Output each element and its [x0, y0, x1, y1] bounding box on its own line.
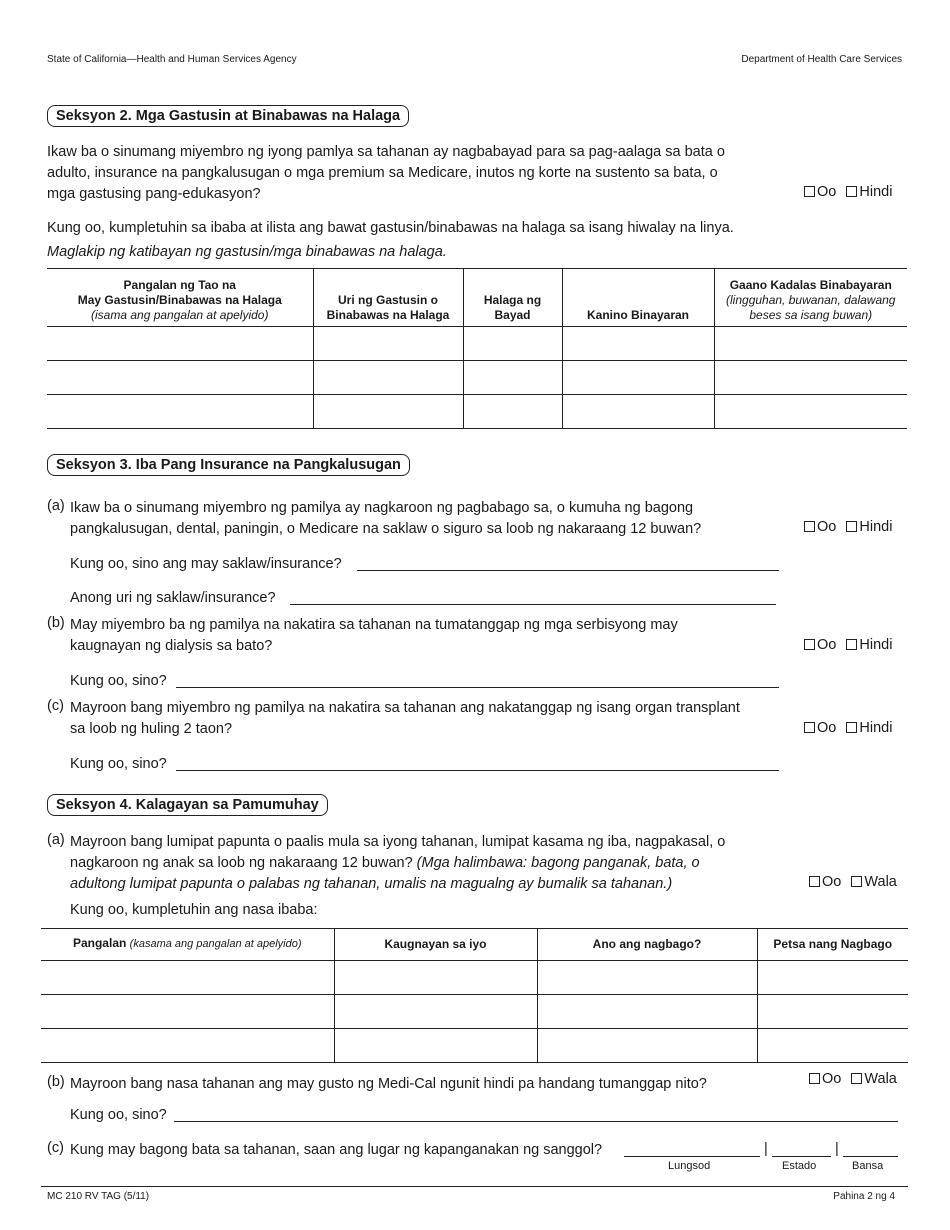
state-caption: Estado — [782, 1160, 817, 1172]
s3-c-yes-no — [798, 720, 892, 736]
changes-col-date — [757, 929, 908, 961]
s3-a-question: Ikaw ba o sinumang miyembro ng pamilya ay nagkaroon ng pagbabago sa, o kumuha ng bagong pangkalusugan, dental, paningin, o Medicare na saklaw o siguro sa loob ng nakaraang 12 buwan? — [70, 500, 702, 537]
footer-divider — [41, 1186, 908, 1187]
none-label: Wala — [864, 874, 897, 890]
s3-b-question: May miyembro ba ng pamilya na nakatira sa tahanan na tumatanggap ng mga serbisyong may kaugnayan ng dialysis sa bato? — [70, 617, 678, 654]
table-row — [47, 327, 907, 361]
form-code: MC 210 RV TAG (5/11) — [47, 1191, 150, 1202]
table-cell[interactable] — [757, 961, 908, 995]
table-cell[interactable] — [313, 361, 463, 395]
s4-a-question: Mayroon bang lumipat papunta o paalis mula sa iyong tahanan, lumipat kasama ng iba, nagpakasal, o nagkaroon ng anak sa loob ng nakaraang 12 buwan? — [70, 834, 726, 871]
col-label: May Gastusin/Binabawas na Halaga — [77, 293, 282, 307]
table-cell[interactable] — [463, 361, 562, 395]
s2-yes-checkbox[interactable] — [804, 186, 815, 197]
table-cell[interactable] — [714, 361, 907, 395]
table-cell[interactable] — [757, 995, 908, 1029]
expenses-col-paid-to — [562, 269, 714, 327]
s3-a-letter: (a) — [47, 498, 65, 514]
s4-b-yes-none — [803, 1071, 897, 1087]
none-label: Wala — [864, 1071, 897, 1087]
table-cell[interactable] — [463, 327, 562, 361]
s2-yes-label: Oo — [817, 184, 837, 200]
section-2-title: Seksyon 2. Mga Gastusin at Binabawas na Halaga — [47, 105, 409, 127]
table-cell[interactable] — [334, 961, 537, 995]
s3-a-yes-no — [798, 519, 892, 535]
table-cell[interactable] — [562, 395, 714, 429]
s3-a-type-field[interactable] — [290, 604, 776, 605]
s4-a-instruction: Kung oo, kumpletuhin ang nasa ibaba: — [70, 902, 318, 918]
s3-c-letter: (c) — [47, 698, 64, 714]
table-cell[interactable] — [334, 995, 537, 1029]
s3-c-who-field[interactable] — [176, 770, 779, 771]
birthplace-state-field[interactable] — [772, 1156, 831, 1157]
s3-a-type-label: Anong uri ng saklaw/insurance? — [70, 590, 276, 606]
s4-b-who-label: Kung oo, sino? — [70, 1107, 167, 1123]
table-cell[interactable] — [537, 995, 757, 1029]
table-cell[interactable] — [41, 995, 334, 1029]
col-note: (kasama ang pangalan at apelyido) — [129, 938, 302, 950]
col-label: Binabawas na Halaga — [326, 308, 450, 322]
expenses-header-row — [47, 269, 907, 327]
table-cell[interactable] — [757, 1029, 908, 1063]
no-label: Hindi — [859, 637, 893, 653]
s4-c-question: Kung may bagong bata sa tahanan, saan ang lugar ng kapanganakan ng sanggol? — [70, 1142, 603, 1158]
yes-label: Oo — [817, 519, 837, 535]
section-3-title: Seksyon 3. Iba Pang Insurance na Pangkalusugan — [47, 454, 410, 476]
table-cell[interactable] — [537, 961, 757, 995]
s3-a-who-field[interactable] — [357, 570, 779, 571]
s3-c-yes-checkbox[interactable] — [804, 722, 815, 733]
table-cell[interactable] — [562, 361, 714, 395]
birthplace-country-field[interactable] — [843, 1156, 898, 1157]
s4-b-who-field[interactable] — [174, 1121, 898, 1122]
s3-b-no-checkbox[interactable] — [846, 639, 857, 650]
s3-b-yes-checkbox[interactable] — [804, 639, 815, 650]
col-label: Kanino Binayaran — [586, 308, 690, 322]
separator: | — [764, 1141, 768, 1157]
expenses-table — [47, 268, 907, 429]
department-header: Department of Health Care Services — [741, 54, 902, 65]
col-label: Uri ng Gastusin o — [337, 293, 438, 307]
col-note: (isama ang pangalan at apelyido) — [91, 308, 269, 322]
expenses-col-amount — [463, 269, 562, 327]
col-label: Halaga ng — [483, 293, 542, 307]
table-cell[interactable] — [537, 1029, 757, 1063]
col-label: Kaugnayan sa iyo — [384, 936, 487, 951]
table-cell[interactable] — [313, 395, 463, 429]
table-row — [47, 395, 907, 429]
yes-label: Oo — [822, 1071, 842, 1087]
s4-a-yes-checkbox[interactable] — [809, 876, 820, 887]
changes-col-relation — [334, 929, 537, 961]
changes-col-what — [537, 929, 757, 961]
country-caption: Bansa — [852, 1160, 884, 1172]
col-label: Petsa nang Nagbago — [773, 936, 893, 951]
col-note: (lingguhan, buwanan, dalawang beses sa isang buwan) — [726, 293, 896, 322]
city-caption: Lungsod — [668, 1160, 711, 1172]
birthplace-city-field[interactable] — [624, 1156, 760, 1157]
yes-label: Oo — [817, 720, 837, 736]
table-cell[interactable] — [334, 1029, 537, 1063]
household-changes-table — [41, 928, 908, 1063]
s4-a-letter: (a) — [47, 832, 65, 848]
s4-a-example: (Mga halimbawa: bagong panganak, bata, o adultong lumipat papunta o palabas ng tahanan, umalis na magualng ay bumalik sa tahanan.) — [70, 855, 700, 892]
col-label: Pangalan ng Tao na — [123, 278, 236, 292]
s2-no-label: Hindi — [859, 184, 893, 200]
table-cell[interactable] — [41, 1029, 334, 1063]
expenses-col-person — [47, 269, 313, 327]
s3-c-question: Mayroon bang miyembro ng pamilya na nakatira sa tahanan ang nakatanggap ng isang organ transplant sa loob ng huling 2 taon? — [70, 700, 740, 737]
changes-col-name — [41, 929, 334, 961]
agency-header: State of California—Health and Human Services Agency — [47, 54, 297, 65]
no-label: Hindi — [859, 519, 893, 535]
s4-b-yes-checkbox[interactable] — [809, 1073, 820, 1084]
table-cell[interactable] — [47, 327, 313, 361]
s4-a-question-block — [70, 832, 750, 895]
changes-header-row — [41, 929, 908, 961]
s4-a-yes-none — [803, 874, 897, 890]
table-cell[interactable] — [562, 327, 714, 361]
yes-label: Oo — [822, 874, 842, 890]
separator: | — [835, 1141, 839, 1157]
table-row — [41, 995, 908, 1029]
col-label: Pangalan — [72, 936, 127, 950]
s4-b-letter: (b) — [47, 1074, 65, 1090]
s3-b-who-label: Kung oo, sino? — [70, 673, 167, 689]
expenses-col-type — [313, 269, 463, 327]
s4-b-question: Mayroon bang nasa tahanan ang may gusto ng Medi-Cal ngunit hindi pa handang tumanggap nito? — [70, 1076, 707, 1092]
s3-b-yes-no — [798, 637, 892, 653]
no-label: Hindi — [859, 720, 893, 736]
table-row — [41, 961, 908, 995]
table-cell[interactable] — [47, 361, 313, 395]
s3-b-letter: (b) — [47, 615, 65, 631]
s4-b-none-checkbox[interactable] — [851, 1073, 862, 1084]
table-cell[interactable] — [47, 395, 313, 429]
s2-question: Ikaw ba o sinumang miyembro ng iyong pamlya sa tahanan ay nagbabayad para sa pag-aalaga sa bata o adulto, insurance na pangkalusugan o mga premium sa Medicare, inutos ng korte na sustento sa bata, o mga gastusing pang-edukasyon? — [47, 144, 725, 202]
col-label: Bayad — [494, 308, 531, 322]
s3-a-yes-checkbox[interactable] — [804, 521, 815, 532]
yes-label: Oo — [817, 637, 837, 653]
s3-a-who-label: Kung oo, sino ang may saklaw/insurance? — [70, 556, 342, 572]
s3-c-who-label: Kung oo, sino? — [70, 756, 167, 772]
s2-yes-no — [798, 184, 892, 200]
s4-a-none-checkbox[interactable] — [851, 876, 862, 887]
s3-b-who-field[interactable] — [176, 687, 779, 688]
table-cell[interactable] — [714, 327, 907, 361]
col-label: Ano ang nagbago? — [592, 936, 702, 951]
table-row — [41, 1029, 908, 1063]
table-cell[interactable] — [41, 961, 334, 995]
section-4-title: Seksyon 4. Kalagayan sa Pamumuhay — [47, 794, 328, 816]
table-cell[interactable] — [463, 395, 562, 429]
col-label: Gaano Kadalas Binabayaran — [729, 278, 892, 292]
s2-instruction: Kung oo, kumpletuhin sa ibaba at ilista ang bawat gastusin/binabawas na halaga sa isang hiwalay na linya. — [47, 220, 734, 236]
table-cell[interactable] — [313, 327, 463, 361]
s3-a-no-checkbox[interactable] — [846, 521, 857, 532]
s3-c-no-checkbox[interactable] — [846, 722, 857, 733]
table-row — [47, 361, 907, 395]
s2-attach-note: Maglakip ng katibayan ng gastusin/mga binabawas na halaga. — [47, 244, 447, 260]
table-cell[interactable] — [714, 395, 907, 429]
page-number: Pahina 2 ng 4 — [833, 1191, 895, 1202]
s2-no-checkbox[interactable] — [846, 186, 857, 197]
expenses-col-frequency — [714, 269, 907, 327]
s4-c-letter: (c) — [47, 1140, 64, 1156]
